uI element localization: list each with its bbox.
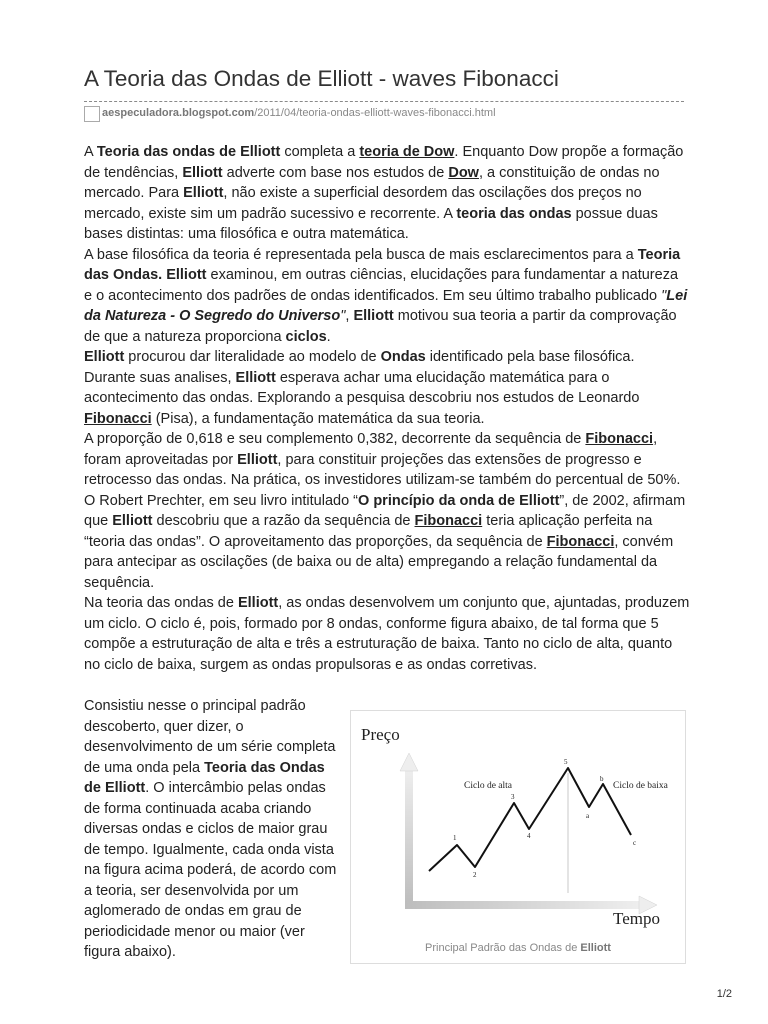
up-cycle-label: Ciclo de alta [464,781,513,791]
paragraph-5 [84,491,690,594]
source-url-link[interactable] [102,107,496,119]
link-fibonacci[interactable]: Fibonacci [414,513,483,529]
source-domain[interactable]: aespeculadora.blogspot.com [102,107,255,119]
article-body [84,142,690,675]
title-divider [84,101,684,102]
y-axis [405,769,413,905]
text: . Enquanto Dow propõe a formação de tendências, [84,144,684,181]
text: examinou, em outras ciências, elucidações para fundamentar a natureza e o acontecimento dos padrões de ondas identificados. Em seu último trabalho publicado [84,267,679,304]
text: , a constituição de ondas no mercado. Para [84,164,660,201]
text: , foram aproveitadas por [84,431,658,468]
bold-text: Elliott [166,267,207,283]
paragraph-4 [84,429,690,491]
text: adverte com base nos estudos de [222,164,449,181]
text: A [84,144,97,160]
paragraph-2 [84,245,690,348]
elliott-wave-figure [350,710,686,964]
text: completa a [280,144,360,160]
text: possue duas bases distintas: uma filosófica e outra matemática. [84,205,658,242]
text: procurou dar literalidade ao modelo de [124,349,381,365]
quote-mark: " [661,287,667,304]
wave-label-4: 4 [527,832,531,840]
text: , para constituir projeções das extensões de progresso e retrocesso das ondas. Na prática, os investidores utilizam-se também do percentual de 50%. [84,451,681,488]
bold-text: Elliott [84,349,125,365]
text: teria aplicação perfeita na “teoria das ondas”. O aproveitamento das proporções, da sequência de [84,513,653,550]
wave-label-1: 1 [453,834,457,842]
text: , convém para antecipar as oscilações (de baixa ou de alta) empregando a relação fundamental da sequência. [84,533,674,591]
bold-text: Teoria das ondas de Elliott [96,144,281,160]
text: motivou sua teoria a partir da comprovação de que a natureza proporciona [84,308,677,345]
wave-label-2: 2 [473,871,477,879]
bold-text: Elliott [182,164,223,181]
text: A base filosófica da teoria é representada pela busca de mais esclarecimentos para a [84,246,638,263]
bold-text: Teoria das Ondas de Elliott [84,759,325,796]
down-cycle-label: Ciclo de baixa [613,781,668,791]
caption-bold: Elliott [580,942,611,954]
wave-label-b: b [600,775,604,783]
quote-mark: " [340,308,346,324]
text: Na teoria das ondas de [84,595,238,611]
caption-text: Principal Padrão das Ondas de [425,942,581,954]
wave-label-c: c [633,839,637,847]
text: , as ondas desenvolvem um conjunto que, ajuntadas, produzem um ciclo. O ciclo é, pois, formado por 8 ondas, conforme figura abaixo, de tal forma que 5 compõe a estruturação de alta e três a estruturação de baixa. Tanto no ciclo de alta, quanto no ciclo de baixa, surgem as ondas propulsoras e as ondas corretivas. [84,595,690,673]
bold-text: Elliott [237,451,278,468]
figure-caption [351,942,685,954]
y-axis-label: Preço [361,725,400,744]
wave-label-a: a [586,812,590,820]
paragraph-3 [84,347,690,429]
bold-text: O princípio da onda de Elliott [358,492,560,509]
text: Consistiu nesse o principal padrão descoberto, quer dizer, o desenvolvimento de um série completa de uma onda pela [84,698,336,776]
bold-text: Elliott [112,513,153,529]
bold-text: Elliott [237,595,279,611]
wave-label-5: 5 [564,758,568,766]
text: O Robert Prechter, em seu livro intitulado “ [84,492,359,509]
bold-text: Ondas [380,349,426,365]
text: . [326,328,331,345]
text: ”, de 2002, afirmam que [84,492,686,529]
y-axis-arrow-icon [400,753,418,771]
link-fibonacci[interactable]: Fibonacci [546,533,615,550]
text: esperava achar uma elucidação matemática para o acontecimento das ondas. Explorando a pesquisa descobriu nos estudos de Leonardo [84,369,640,406]
bold-text: ciclos [285,328,327,345]
link-fibonacci[interactable]: Fibonacci [585,431,654,447]
source-path[interactable]: /2011/04/teoria-ondas-elliott-waves-fibonacci.html [254,107,496,119]
source-url-line[interactable] [102,107,496,119]
x-axis-label: Tempo [613,909,660,928]
wave-line [429,768,631,871]
bold-text: teoria das ondas [456,205,572,222]
wave-label-3: 3 [511,793,515,801]
bold-text: Elliott [183,185,224,201]
text: . O intercâmbio pelas ondas de forma continuada acaba criando diversas ondas e ciclos de maior grau de tempo. Igualmente, cada onda vista na figura acima poderá, de acordo com a teoria, ser desenvolvida por um aglomerado de ondas em grau de periodicidade menor ou maior (ver figura abaixo). [84,780,337,960]
link-fibonacci[interactable]: Fibonacci [84,410,152,427]
page-number: 1/2 [716,988,732,1000]
paragraph-1 [84,142,690,245]
text: (Pisa), a fundamentação matemática da sua teoria. [151,410,485,427]
page-title: A Teoria das Ondas de Elliott - waves Fibonacci [84,66,559,91]
text: identificado pela base filosófica. Durante suas analises, [84,349,635,386]
text: , [345,308,354,324]
text: , não existe a superficial desordem das oscilações dos preços no mercado, existe sim um padrão sucessivo e recorrente. A [84,185,642,222]
text: descobriu que a razão da sequência de [152,513,415,529]
x-axis [405,901,639,909]
link-dow[interactable]: Dow [448,164,479,181]
link-teoria-de-dow[interactable]: teoria de Dow [359,144,455,160]
source-favicon [84,106,100,122]
paragraph-6 [84,593,690,675]
text: A proporção de 0,618 e seu complemento 0,382, decorrente da sequência de [84,431,586,447]
bold-text: Elliott [353,308,394,324]
paragraph-7 [84,696,344,963]
book-title: Lei da Natureza - O Segredo do Universo [84,287,688,324]
elliott-wave-diagram [351,711,685,941]
bold-text: Elliott [235,369,276,386]
bold-text: Teoria das Ondas. [84,246,681,283]
